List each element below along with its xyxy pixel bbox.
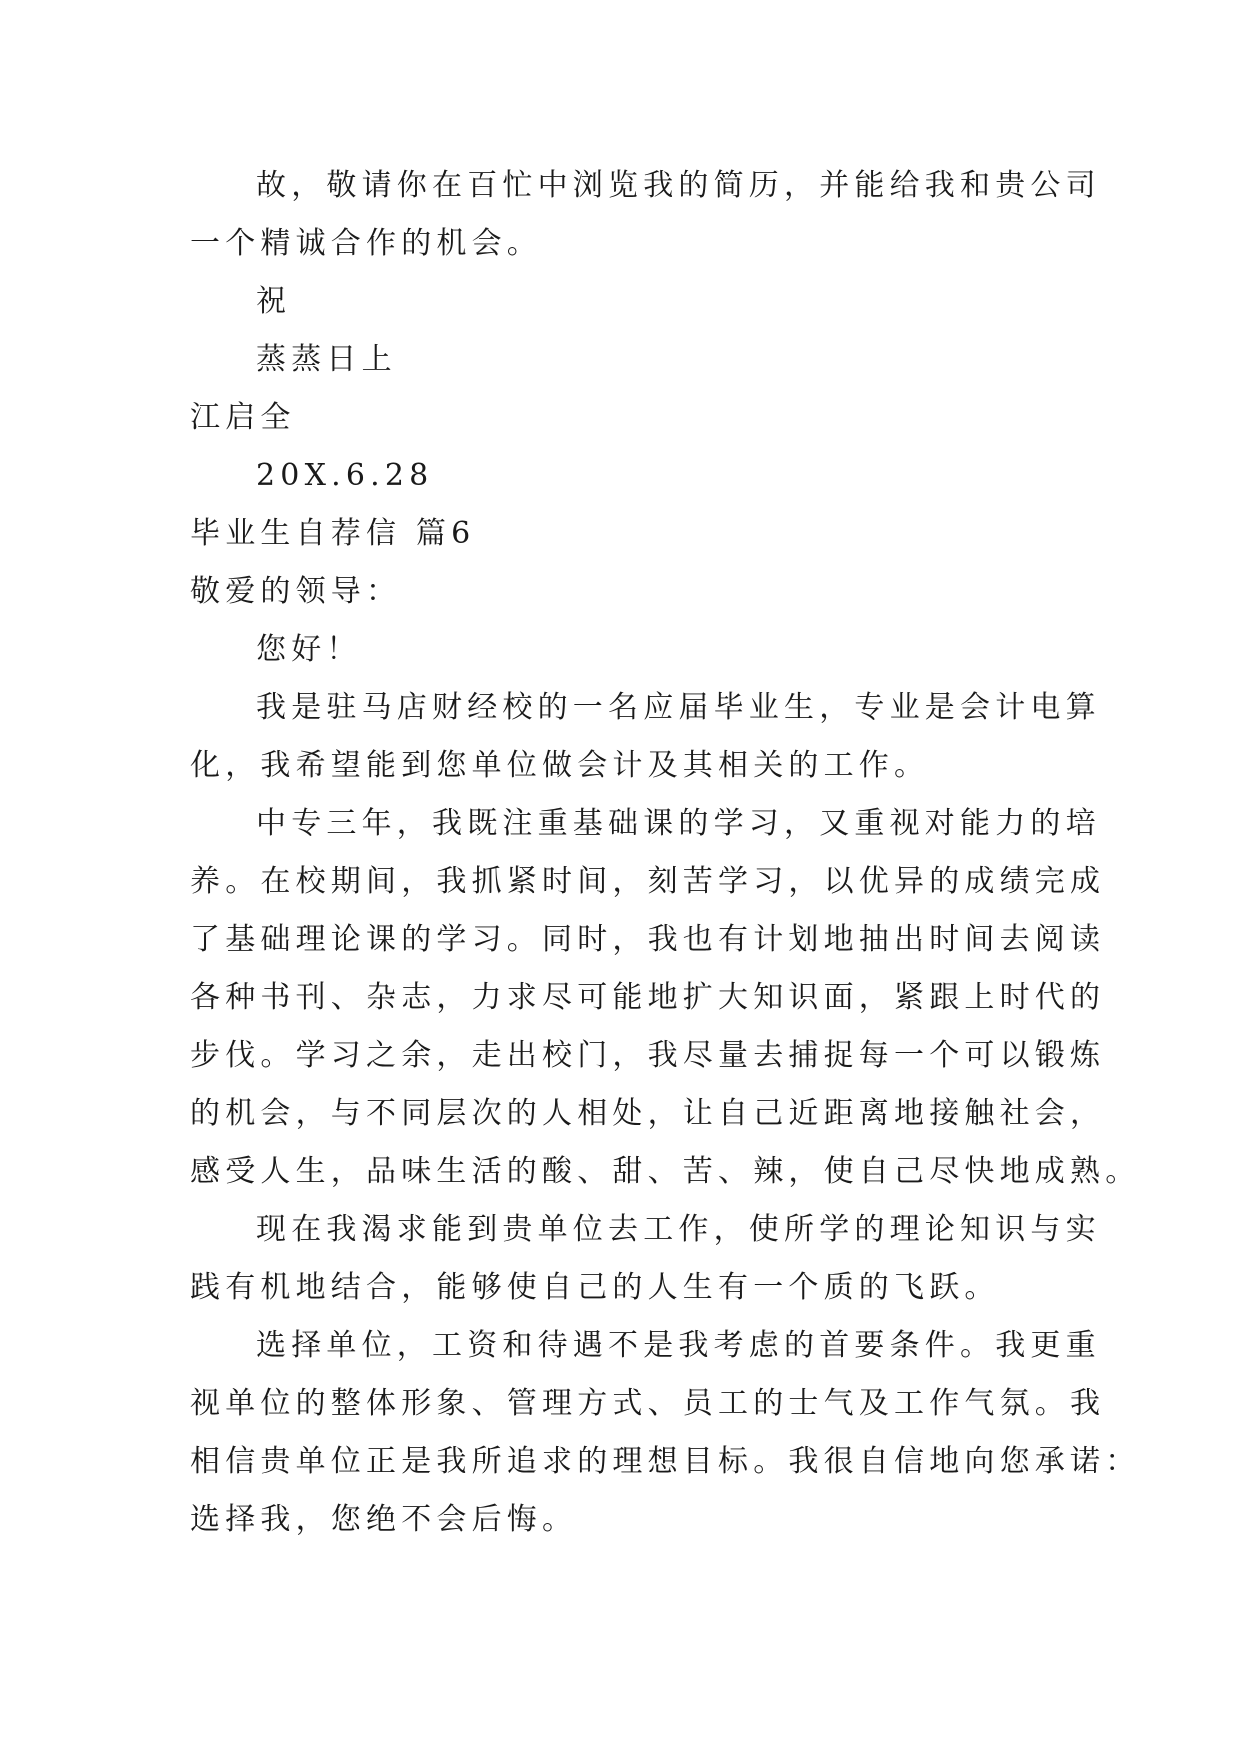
paragraph-line: 中专三年，我既注重基础课的学习，又重视对能力的培	[256, 806, 1101, 841]
paragraph-line: 我是驻马店财经校的一名应届毕业生，专业是会计电算	[256, 690, 1101, 725]
paragraph-line: 践有机地结合，能够使自己的人生有一个质的飞跃。	[190, 1270, 1000, 1305]
signature-date: 20X.6.28	[256, 458, 434, 493]
paragraph-line: 视单位的整体形象、管理方式、员工的士气及工作气氛。我	[190, 1386, 1106, 1421]
section-heading: 毕业生自荐信 篇6	[190, 516, 476, 551]
paragraph-line: 选择我，您绝不会后悔。	[190, 1502, 578, 1537]
paragraph-line: 化，我希望能到您单位做会计及其相关的工作。	[190, 748, 930, 783]
paragraph-line: 感受人生，品味生活的酸、甜、苦、辣，使自己尽快地成熟。	[190, 1154, 1141, 1189]
salutation-line: 祝	[256, 284, 292, 319]
paragraph-line: 一个精诚合作的机会。	[190, 226, 542, 261]
greeting-hello: 您好！	[256, 632, 362, 667]
greeting-line: 敬爱的领导：	[190, 574, 402, 609]
paragraph-line: 各种书刊、杂志，力求尽可能地扩大知识面，紧跟上时代的	[190, 980, 1106, 1015]
paragraph-line: 的机会，与不同层次的人相处，让自己近距离地接触社会，	[190, 1096, 1106, 1131]
paragraph-line: 了基础理论课的学习。同时，我也有计划地抽出时间去阅读	[190, 922, 1106, 957]
paragraph-line: 养。在校期间，我抓紧时间，刻苦学习，以优异的成绩完成	[190, 864, 1106, 899]
paragraph-line: 步伐。学习之余，走出校门，我尽量去捕捉每一个可以锻炼	[190, 1038, 1106, 1073]
paragraph-line: 选择单位，工资和待遇不是我考虑的首要条件。我更重	[256, 1328, 1101, 1363]
signature-name: 江启全	[190, 400, 296, 435]
paragraph-line: 现在我渴求能到贵单位去工作，使所学的理论知识与实	[256, 1212, 1101, 1247]
paragraph-line: 故，敬请你在百忙中浏览我的简历，并能给我和贵公司	[256, 168, 1101, 203]
paragraph-line: 相信贵单位正是我所追求的理想目标。我很自信地向您承诺：	[190, 1444, 1141, 1479]
closing-wish: 蒸蒸日上	[256, 342, 397, 377]
